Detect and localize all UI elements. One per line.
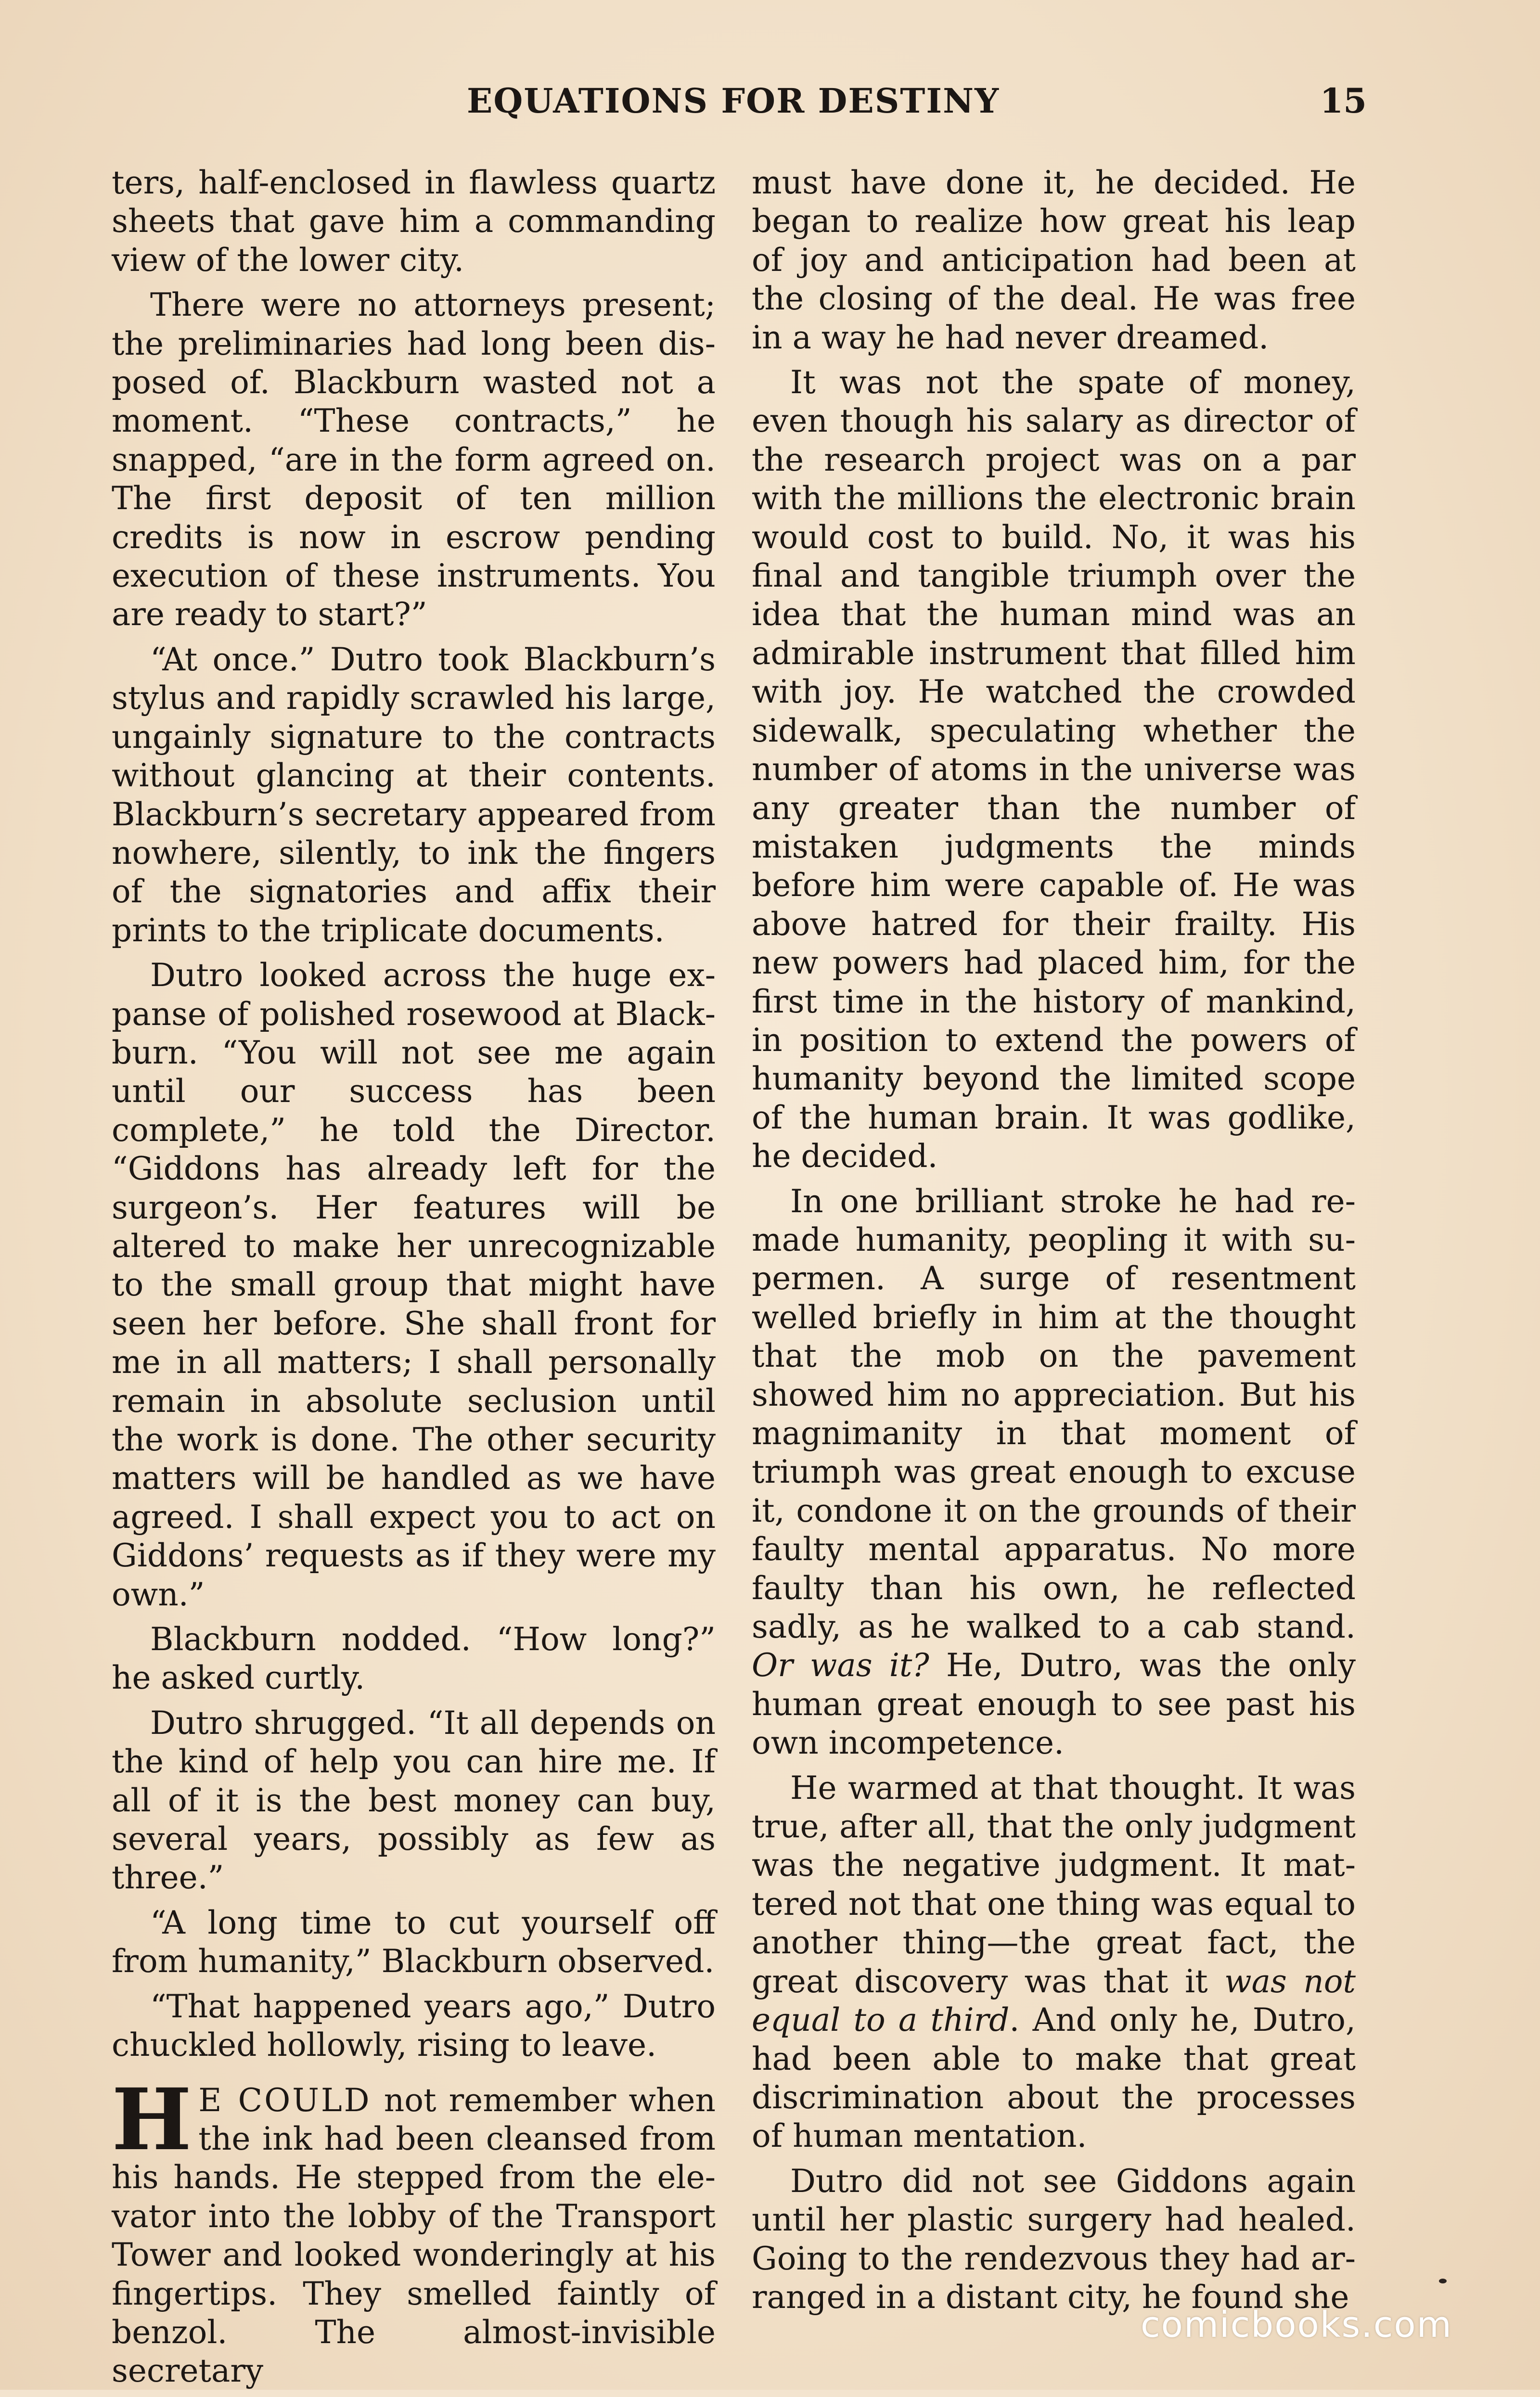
paragraph: There were no attorneys present; the preliminaries had long been disposed of. Blackburn wasted not a moment. “These contracts,” he snapped, “are in the form agreed on. The first deposit of ten million credits is now in escrow pending execution of these instruments. You are ready to start?” bbox=[112, 286, 716, 633]
paragraph: Dutro looked across the huge expanse of polished rosewood at Blackburn. “You will not see me again until our success has been complete,” he told the Director. “Giddons has already left for the surgeon’s. Her features will be altered to make her unrecognizable to the small group that might have seen her before. She shall front for me in all matters; I shall personally remain in absolute seclusion until the work is done. The other security matters will be handled as we have agreed. I shall expect you to act on Giddons’ requests as if they were my own.” bbox=[112, 957, 716, 1613]
ink-speck bbox=[1439, 2279, 1447, 2283]
paragraph: “That happened years ago,” Dutro chuckled hollowly, rising to leave. bbox=[112, 1987, 716, 2064]
watermark: comicbooks.com bbox=[1141, 2304, 1452, 2346]
paragraph-text: not remember when the ink had been cleansed from his hands. He stepped from the elevator into the lobby of the Transport Tower and looked wonderingly at his fingertips. They smelled faintly of benzol. The almost-invisible secretary bbox=[112, 2081, 716, 2390]
paragraph: It was not the spate of money, even though his salary as director of the research project was on a par with the millions the electronic brain would cost to build. No, it was his final and tangible triumph over the idea that the human mind was an admirable instrument that filled him with joy. He watched the crowded sidewalk, speculating whether the number of atoms in the universe was any greater than the number of mistaken judgments the minds before him were capable of. He was above hatred for their frailty. His new powers had placed him, for the first time in the history of mankind, in position to extend the powers of humanity beyond the limited scope of the human brain. It was godlike, he decided. bbox=[752, 364, 1356, 1175]
paragraph: “A long time to cut yourself off from humanity,” Blackburn observed. bbox=[112, 1904, 716, 1980]
paragraph: Blackburn nodded. “How long?” he asked curtly. bbox=[112, 1621, 716, 1697]
drop-cap: H bbox=[112, 2069, 192, 2169]
paragraph: Dutro shrugged. “It all depends on the kind of help you can hire me. If all of it is the best money can buy, several years, possibly as few as three.” bbox=[112, 1704, 716, 1897]
paragraph bbox=[752, 1182, 1356, 1763]
paragraph-text: He warmed at that thought. It was true, after all, that the only judgment was the negative judgment. It mattered not that one thing was equal to another thing—the great fact, the great discovery was that it bbox=[752, 1769, 1356, 2000]
page-header bbox=[111, 81, 1367, 134]
italic-text: was not equal to a third bbox=[752, 1962, 1356, 2039]
page-number: 15 bbox=[1320, 81, 1367, 121]
paragraph: “At once.” Dutro took Blackburn’s stylus and rapidly scrawled his large, ungainly signature to the contracts without glancing at their contents. Blackburn’s secretary appeared from nowhere, silently, to ink the fingers of the signatories and affix their prints to the triplicate documents. bbox=[112, 641, 716, 949]
right-column bbox=[752, 164, 1356, 2323]
italic-text: Or was it? bbox=[752, 1647, 929, 1684]
paragraph-text: . And only he, Dutro, had been able to make that great discrimination about the processes of human mentation. bbox=[752, 2001, 1356, 2155]
left-column bbox=[112, 164, 716, 2397]
paragraph: Dutro did not see Giddons again until her plastic surgery had healed. Going to the rendezvous they had arranged in a distant city, he found she bbox=[752, 2162, 1356, 2316]
running-title: EQUATIONS FOR DESTINY bbox=[467, 81, 1000, 121]
paragraph: ters, half-enclosed in flawless quartz sheets that gave him a commanding view of the lower city. bbox=[112, 164, 716, 279]
paragraph-text: In one brilliant stroke he had remade humanity, peopling it with supermen. A surge of resentment welled briefly in him at the thought that the mob on the pavement showed him no appreciation. But his magnimanity in that moment of triumph was great enough to excuse it, condone it on the grounds of their faulty mental apparatus. No more faulty than his own, he reflected sadly, as he walked to a cab stand. bbox=[752, 1182, 1356, 1646]
paragraph-text: He, Dutro, was the only human great enough to see past his own incompetence. bbox=[752, 1647, 1356, 1762]
paragraph bbox=[752, 1769, 1356, 2156]
section-opening-paragraph bbox=[112, 2069, 716, 2391]
paragraph: must have done it, he decided. He began to realize how great his leap of joy and anticipation had been at the closing of the deal. He was free in a way he had never dreamed. bbox=[752, 164, 1356, 356]
small-caps-lead: E COULD bbox=[198, 2081, 372, 2119]
